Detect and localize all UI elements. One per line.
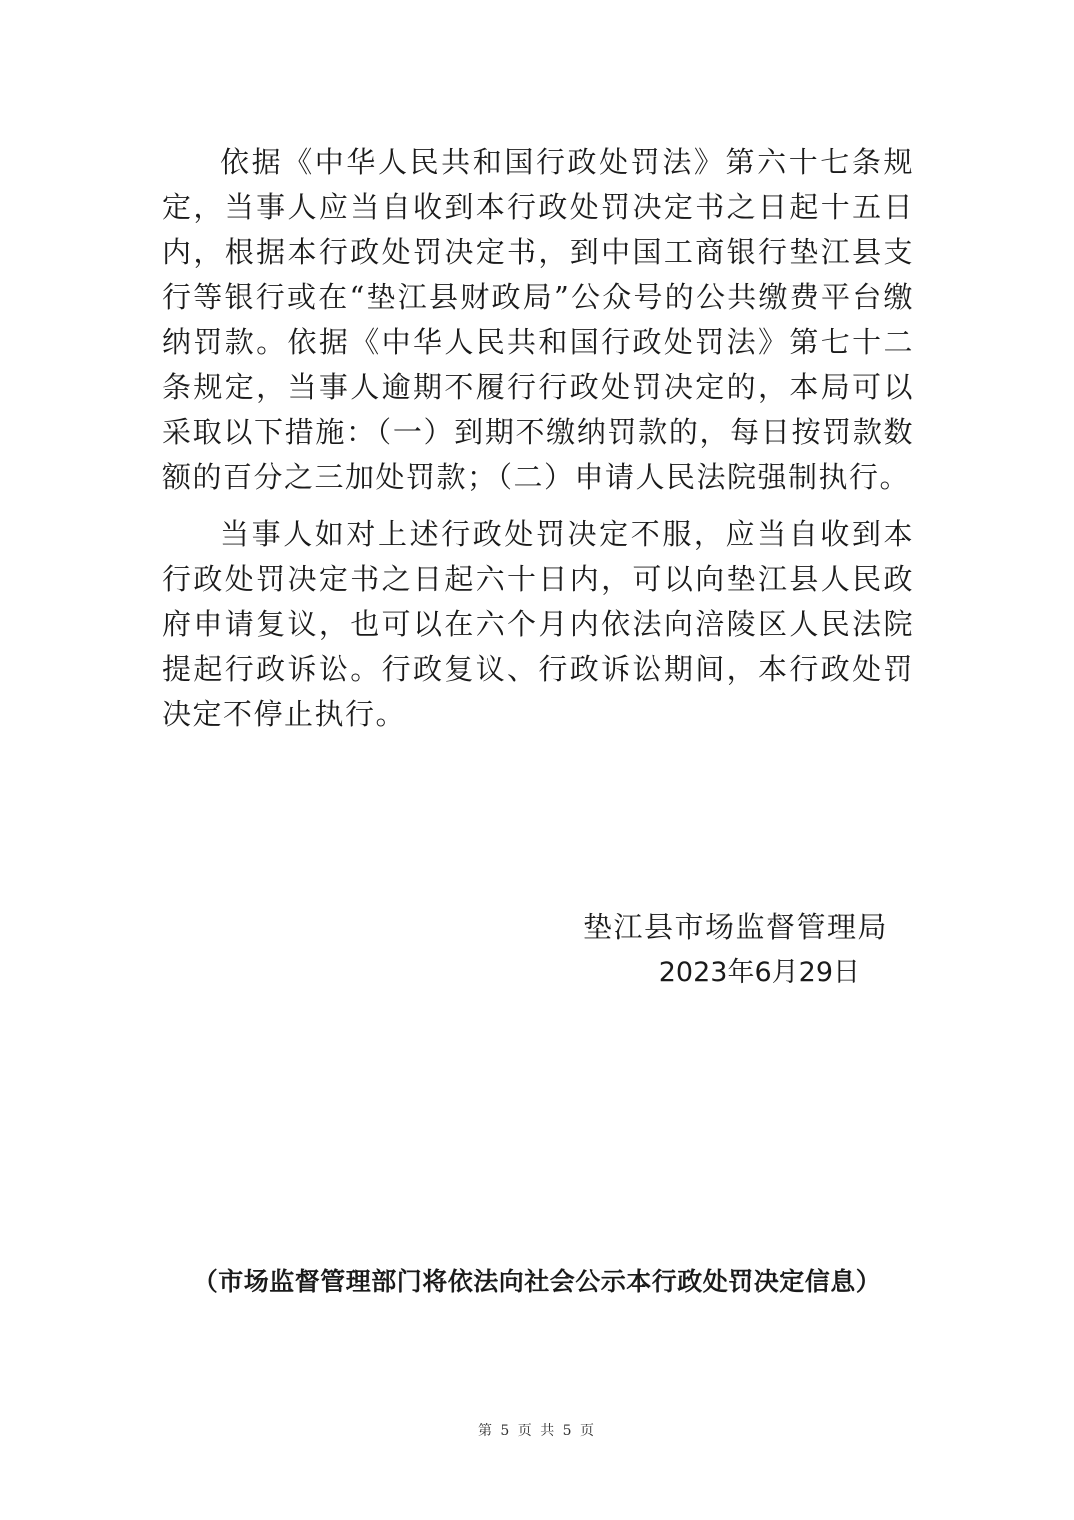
- paragraph-payment-terms: 依据《中华人民共和国行政处罚法》第六十七条规定，当事人应当自收到本行政处罚决定书之日起十五日内，根据本行政处罚决定书，到中国工商银行垫江县支行等银行或在“垫江县财政局”公众号的公共缴费平台缴纳罚款。依据《中华人民共和国行政处罚法》第七十二条规定，当事人逾期不履行行政处罚决定的，本局可以采取以下措施：（一）到期不缴纳罚款的，每日按罚款数额的百分之三加处罚款；（二）申请人民法院强制执行。: [162, 145, 914, 494]
- body-text: [162, 140, 914, 749]
- signature-block: [583, 905, 888, 995]
- signature-date: 2023年6月29日: [658, 957, 860, 988]
- paragraph-appeal-rights: 当事人如对上述行政处罚决定不服，应当自收到本行政处罚决定书之日起六十日内，可以向垫江县人民政府申请复议，也可以在六个月内依法向涪陵区人民法院提起行政诉讼。行政复议、行政诉讼期间，本行政处罚决定不停止执行。: [162, 517, 914, 731]
- public-notice: （市场监督管理部门将依法向社会公示本行政处罚决定信息）: [192, 1267, 882, 1296]
- page-number-footer: 第 5 页 共 5 页: [477, 1423, 597, 1439]
- signature-organization: 垫江县市场监督管理局: [582, 910, 888, 944]
